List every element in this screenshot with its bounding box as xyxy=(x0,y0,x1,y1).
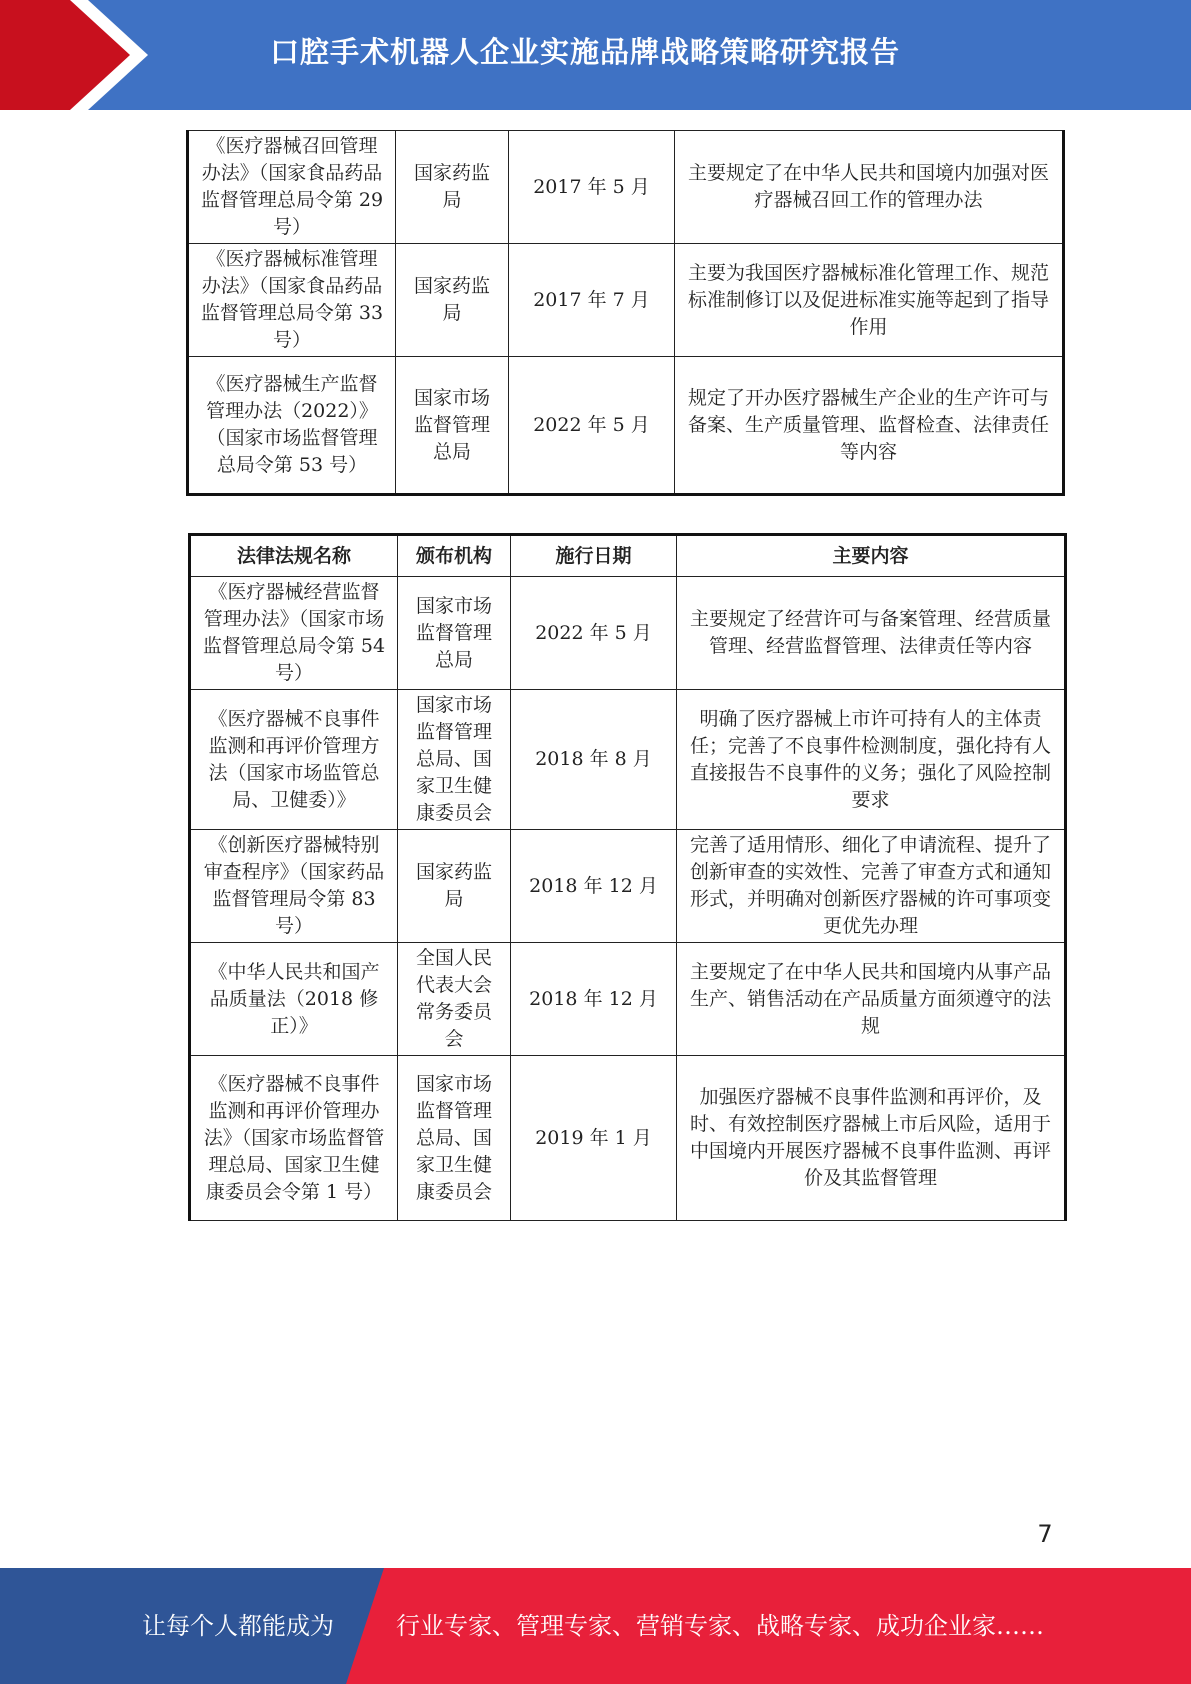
content-cell: 主要为我国医疗器械标准化管理工作、规范标准制修订以及促进标准实施等起到了指导作用 xyxy=(675,244,1064,357)
agency-cell: 国家药监局 xyxy=(398,830,511,943)
date-cell: 2022 年 5 月 xyxy=(509,357,675,495)
table-row xyxy=(190,577,1066,690)
table-row xyxy=(188,131,1064,244)
content-cell: 主要规定了在中华人民共和国境内加强对医疗器械召回工作的管理办法 xyxy=(675,131,1064,244)
table-row xyxy=(188,357,1064,495)
date-cell: 2019 年 1 月 xyxy=(511,1056,677,1221)
law-name-cell: 《医疗器械不良事件监测和再评价管理方法（国家市场监管总局、卫健委）》 xyxy=(190,690,398,830)
agency-cell: 国家市场监督管理总局 xyxy=(398,577,511,690)
law-name-cell: 《医疗器械召回管理办法》（国家食品药品监督管理总局令第 29 号） xyxy=(188,131,396,244)
law-name-cell: 《医疗器械经营监督管理办法》（国家市场监督管理总局令第 54 号） xyxy=(190,577,398,690)
date-cell: 2018 年 12 月 xyxy=(511,943,677,1056)
date-cell: 2017 年 5 月 xyxy=(509,131,675,244)
law-name-cell: 《创新医疗器械特别审查程序》（国家药品监督管理局令第 83 号） xyxy=(190,830,398,943)
table-row xyxy=(188,244,1064,357)
table-row xyxy=(190,943,1066,1056)
page-header xyxy=(0,0,1191,110)
content-cell: 明确了医疗器械上市许可持有人的主体责任；完善了不良事件检测制度，强化持有人直接报告不良事件的义务；强化了风险控制要求 xyxy=(677,690,1066,830)
header-arrow-decoration xyxy=(0,0,150,110)
table-row xyxy=(190,1056,1066,1221)
footer-slogan-left: 让每个人都能成为 xyxy=(142,1612,334,1640)
date-cell: 2022 年 5 月 xyxy=(511,577,677,690)
date-cell: 2017 年 7 月 xyxy=(509,244,675,357)
agency-cell: 国家药监局 xyxy=(396,244,509,357)
footer-slogan-right: 行业专家、管理专家、营销专家、战略专家、成功企业家…… xyxy=(396,1612,1044,1640)
column-header-agency: 颁布机构 xyxy=(398,535,511,577)
page-footer xyxy=(0,1568,1191,1684)
table-header-row xyxy=(190,535,1066,577)
content-cell: 完善了适用情形、细化了申请流程、提升了创新审查的实效性、完善了审查方式和通知形式，并明确对创新医疗器械的许可事项变更优先办理 xyxy=(677,830,1066,943)
law-name-cell: 《中华人民共和国产品质量法（2018 修正）》 xyxy=(190,943,398,1056)
regulations-table xyxy=(188,533,1067,1221)
agency-cell: 国家市场监督管理总局、国家卫生健康委员会 xyxy=(398,1056,511,1221)
column-header-law-name: 法律法规名称 xyxy=(190,535,398,577)
law-name-cell: 《医疗器械不良事件监测和再评价管理办法》（国家市场监督管理总局、国家卫生健康委员会令第 1 号） xyxy=(190,1056,398,1221)
page-number: 7 xyxy=(1037,1520,1053,1548)
content-cell: 规定了开办医疗器械生产企业的生产许可与备案、生产质量管理、监督检查、法律责任等内容 xyxy=(675,357,1064,495)
date-cell: 2018 年 12 月 xyxy=(511,830,677,943)
column-header-content: 主要内容 xyxy=(677,535,1066,577)
content-cell: 主要规定了经营许可与备案管理、经营质量管理、经营监督管理、法律责任等内容 xyxy=(677,577,1066,690)
law-name-cell: 《医疗器械生产监督管理办法（2022）》（国家市场监督管理总局令第 53 号） xyxy=(188,357,396,495)
agency-cell: 国家药监局 xyxy=(396,131,509,244)
agency-cell: 国家市场监督管理总局 xyxy=(396,357,509,495)
regulations-table-continued xyxy=(186,130,1065,496)
agency-cell: 国家市场监督管理总局、国家卫生健康委员会 xyxy=(398,690,511,830)
date-cell: 2018 年 8 月 xyxy=(511,690,677,830)
content-cell: 主要规定了在中华人民共和国境内从事产品生产、销售活动在产品质量方面须遵守的法规 xyxy=(677,943,1066,1056)
table-row xyxy=(190,690,1066,830)
agency-cell: 全国人民代表大会常务委员会 xyxy=(398,943,511,1056)
content-cell: 加强医疗器械不良事件监测和再评价，及时、有效控制医疗器械上市后风险，适用于中国境内开展医疗器械不良事件监测、再评价及其监督管理 xyxy=(677,1056,1066,1221)
report-title: 口腔手术机器人企业实施品牌战略策略研究报告 xyxy=(270,35,901,69)
table-row xyxy=(190,830,1066,943)
column-header-date: 施行日期 xyxy=(511,535,677,577)
law-name-cell: 《医疗器械标准管理办法》（国家食品药品监督管理总局令第 33 号） xyxy=(188,244,396,357)
